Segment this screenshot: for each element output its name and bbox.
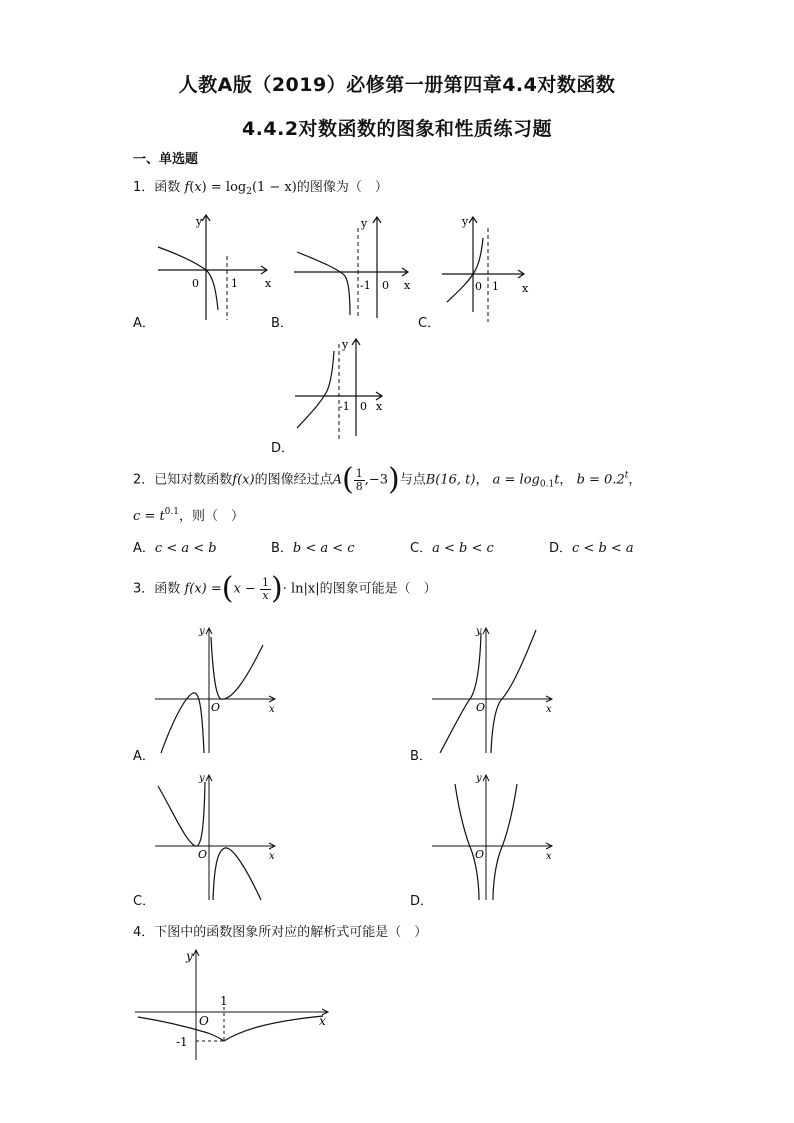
question-1: 1．函数 $f(x) = \log_2(1 - x)$的图像为（ ）	[133, 180, 388, 197]
axis-x-label: x	[269, 851, 275, 862]
q2-option-c[interactable]: C．a < b < c	[410, 541, 494, 556]
math-point-a: A	[332, 472, 342, 488]
tick-label-x: 1	[220, 994, 228, 1008]
q2-option-d[interactable]: D．c < b < a	[549, 541, 634, 556]
axis-y-label: y	[342, 338, 349, 351]
axis-x-label: x	[546, 704, 552, 715]
origin-label: 0	[192, 277, 199, 290]
question-text: 函数	[154, 581, 181, 597]
axis-x-label: x	[269, 704, 275, 715]
q3-graph-d	[430, 772, 555, 902]
math-point-a-tail: ,−3	[364, 472, 389, 488]
math-a-base: 0.1	[539, 479, 555, 490]
question-number: 3．	[133, 581, 155, 597]
math-func: f(x) =	[184, 581, 222, 597]
tick-label-y: -1	[176, 1035, 188, 1049]
axis-x-label: x	[404, 279, 411, 292]
tick-label: 1	[492, 280, 499, 293]
origin-label: 0	[360, 400, 367, 413]
axis-x-label: x	[265, 277, 272, 290]
origin-label: O	[199, 1014, 209, 1028]
question-4	[133, 921, 427, 940]
math-log-arg: (1 − x)	[251, 180, 297, 195]
math-b-def: b = 0.2	[576, 472, 625, 488]
q1-graph-a	[150, 210, 275, 325]
math-log-base: 2	[246, 187, 252, 197]
tick-label: 1	[231, 277, 238, 290]
q3-graph-c	[153, 772, 278, 902]
axis-x-label: x	[319, 1014, 326, 1028]
axis-y-label: y	[196, 215, 203, 228]
question-text-suffix: 的图象可能是（ ）	[319, 581, 437, 597]
question-text: 与点	[399, 472, 426, 488]
q1-graph-d	[290, 336, 390, 444]
math-b-exp: t	[624, 470, 629, 481]
tick-label: -1	[339, 400, 350, 413]
question-text: 的图像经过点	[254, 472, 333, 488]
q3-graph-a	[153, 625, 278, 755]
origin-label: O	[211, 701, 221, 714]
q1-option-b[interactable]: B．	[271, 316, 293, 331]
math-x: x	[194, 180, 202, 195]
q3-option-c[interactable]: C．	[133, 894, 156, 909]
q1-option-a[interactable]: A．	[133, 316, 155, 331]
math-a-def: a = log	[492, 472, 540, 488]
math-log: = log	[210, 180, 247, 195]
math-point-b: B(16, t)	[425, 472, 476, 488]
q2-option-b[interactable]: B．b < a < c	[271, 541, 355, 556]
page-title-line2: 4.4.2对数函数的图象和性质练习题	[241, 118, 553, 140]
math-c-def: c = t	[133, 509, 165, 524]
axis-y-label: y	[361, 217, 368, 230]
question-text-suffix: 的图像为（ ）	[296, 180, 388, 195]
origin-label: O	[475, 848, 485, 861]
question-2-line2	[133, 505, 244, 524]
axis-y-label: y	[476, 626, 482, 637]
question-3: 3．函数 f(x) =(x − $\frac{1}{x}$ )· ln|x|的图象可能是（ ）	[133, 571, 437, 606]
axis-y-label: y	[199, 626, 205, 637]
question-text: ，则（ ）	[179, 509, 245, 524]
tick-label: -1	[360, 279, 371, 292]
math-fraction: $\frac{1}{x}$	[261, 575, 269, 602]
axis-y-label: y	[476, 773, 482, 784]
math-inner: x −	[233, 581, 256, 597]
q1-graph-c	[440, 212, 535, 327]
question-number: 4．	[133, 925, 155, 940]
origin-label: O	[476, 701, 486, 714]
axis-y-label: y	[462, 215, 469, 228]
q1-option-c[interactable]: C．	[418, 316, 441, 331]
q3-option-b[interactable]: B．	[410, 749, 432, 764]
math-a-arg: t	[554, 472, 560, 488]
q4-graph	[133, 945, 338, 1065]
math-c-exp: 0.1	[164, 507, 179, 517]
question-text: 已知对数函数	[154, 472, 233, 488]
q2-option-a[interactable]: A．c < a < b	[133, 541, 217, 556]
question-number: 1．	[133, 180, 155, 195]
axis-x-label: x	[546, 851, 552, 862]
origin-label: 0	[382, 279, 389, 292]
math-tail: · ln|x|	[282, 581, 320, 597]
question-2: 2．已知对数函数f(x)的图像经过点A( $\frac{1}{8}$ ,−3)与点B(16, t)， $a = \log_{0.1}t$， $b = 0.2^t$，	[133, 462, 642, 497]
question-text: 函数	[154, 180, 181, 195]
q1-option-d[interactable]: D．	[271, 441, 295, 456]
math-f: f	[184, 180, 190, 195]
axis-x-label: x	[376, 400, 383, 413]
axis-y-label: y	[186, 949, 193, 963]
origin-label: O	[198, 848, 208, 861]
math-func: f(x)	[232, 472, 255, 488]
q3-option-a[interactable]: A．	[133, 749, 155, 764]
axis-y-label: y	[199, 773, 205, 784]
q1-graph-b	[292, 212, 417, 322]
q3-graph-b	[430, 625, 555, 755]
page-title-line1: 人教A版（2019）必修第一册第四章4.4对数函数	[178, 74, 616, 96]
q3-option-d[interactable]: D．	[410, 894, 434, 909]
section-heading: 一、单选题	[133, 152, 199, 167]
math-fraction: $\frac{1}{8}$	[355, 466, 363, 493]
question-text: 下图中的函数图象所对应的解析式可能是（ ）	[154, 925, 428, 940]
question-number: 2．	[133, 472, 155, 488]
axis-x-label: x	[522, 282, 529, 295]
origin-label: 0	[475, 280, 482, 293]
